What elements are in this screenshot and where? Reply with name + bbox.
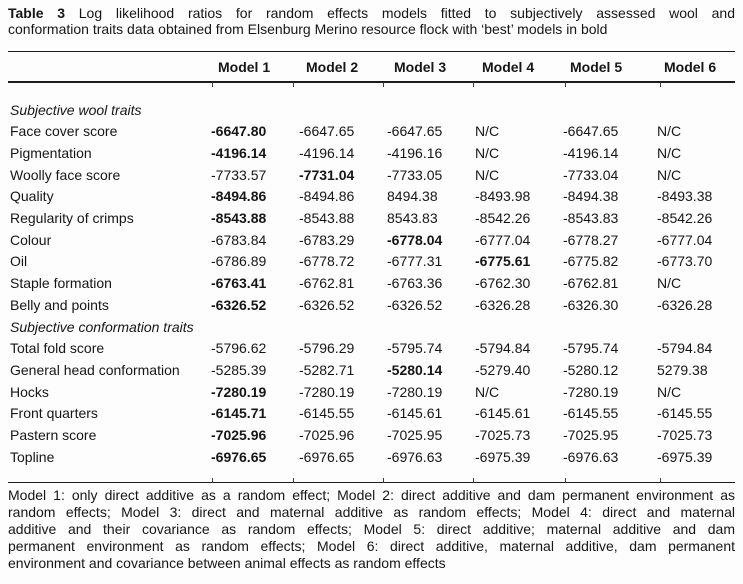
column-divider-tick [212,478,213,483]
value-cell: -6145.55 [299,405,355,422]
value-cell: -6775.61 [475,253,531,270]
table-row [8,447,735,469]
trait-label: Belly and points [10,296,109,313]
table-row [8,403,735,425]
footnote-line: random effects; Model 3: direct and maternal additive as random effects; Model 4: direct and maternal [8,504,735,521]
trait-label: Woolly face score [10,166,121,183]
trait-label: Oil [10,253,28,270]
col-header-model-5: Model 5 [561,52,655,82]
value-cell: 8543.83 [387,210,438,227]
column-divider-tick [660,82,661,87]
value-cell: N/C [475,383,500,400]
value-cell: -8542.26 [657,210,713,227]
col-header-model-2: Model 2 [297,52,385,82]
column-divider-tick [473,82,474,87]
value-cell: N/C [657,166,682,183]
value-cell: -5794.84 [475,340,531,357]
value-cell: -7025.95 [563,427,619,444]
value-cell: -6647.65 [387,123,443,140]
value-cell: -7025.96 [211,427,267,444]
col-header-trait [8,52,209,82]
table-row [8,273,735,295]
value-cell: -5794.84 [657,340,713,357]
value-cell: -5280.12 [563,361,619,378]
value-cell: -6762.30 [475,275,531,292]
trait-label: Topline [10,448,55,465]
column-divider-tick [212,82,213,87]
table-row [8,360,735,382]
trait-label: Colour [10,231,52,248]
value-cell: -7280.19 [211,383,267,400]
value-cell: -6762.81 [563,275,619,292]
value-cell: -7280.19 [563,383,619,400]
value-cell: -6777.04 [475,231,531,248]
value-cell: -8494.38 [563,188,619,205]
results-table [8,51,735,468]
trait-label: Regularity of crimps [10,210,134,227]
value-cell: -6778.04 [387,231,443,248]
column-divider-tick [383,478,384,483]
value-cell: -7733.04 [563,166,619,183]
col-header-model-3: Model 3 [385,52,473,82]
value-cell: -6783.29 [299,231,355,248]
value-cell: -4196.14 [211,144,267,161]
value-cell: -5795.74 [387,340,443,357]
value-cell: -5280.14 [387,361,443,378]
column-divider-tick [473,478,474,483]
value-cell: -6778.27 [563,231,619,248]
trait-label: General head conformation [10,361,180,378]
trait-label: Staple formation [10,275,112,292]
table-row [8,251,735,273]
value-cell: -5796.29 [299,340,355,357]
value-cell: -6145.71 [211,405,267,422]
value-cell: N/C [475,144,500,161]
value-cell: -6975.39 [475,448,531,465]
value-cell: N/C [657,383,682,400]
column-divider-tick [565,478,566,483]
value-cell: -6763.41 [211,275,267,292]
value-cell: -4196.14 [299,144,355,161]
value-cell: N/C [475,123,500,140]
footnote-line: Model 1: only direct additive as a random effect; Model 2: direct additive and dam permanent environment as [8,487,735,504]
caption-text-line1: Log likelihood ratios for random effects models fitted to subjectively assessed wool and [65,5,736,21]
value-cell: -6786.89 [211,253,267,270]
value-cell: -7025.73 [657,427,713,444]
value-cell: -6326.30 [563,296,619,313]
value-cell: -6976.65 [211,448,267,465]
value-cell: -5279.40 [475,361,531,378]
col-header-model-4: Model 4 [473,52,561,82]
table-body [8,82,735,469]
value-cell: -6783.84 [211,231,267,248]
trait-label: Hocks [10,383,49,400]
value-cell: -8493.98 [475,188,531,205]
value-cell: -6762.81 [299,275,355,292]
value-cell: -6778.72 [299,253,355,270]
value-cell: -4196.14 [563,144,619,161]
table-row [8,165,735,187]
value-cell: -6145.61 [475,405,531,422]
value-cell: -7025.95 [387,427,443,444]
value-cell: -6145.55 [657,405,713,422]
table-row [8,121,735,143]
header-row [8,52,735,82]
footnote-rule [8,482,735,483]
footnote-line: additive and their covariance as random effects; Model 5: direct additive; maternal additive and dam [8,521,735,538]
col-header-model-6: Model 6 [655,52,735,82]
column-divider-tick [293,82,294,87]
value-cell: -7733.05 [387,166,443,183]
value-cell: -5795.74 [563,340,619,357]
value-cell: -6647.65 [563,123,619,140]
column-divider-tick [293,478,294,483]
value-cell: -6773.70 [657,253,713,270]
value-cell: -6647.65 [299,123,355,140]
value-cell: -5796.62 [211,340,267,357]
value-cell: -7025.73 [475,427,531,444]
column-divider-tick [660,478,661,483]
section-label: Subjective conformation traits [10,318,194,335]
value-cell: -7025.96 [299,427,355,444]
trait-label: Total fold score [10,340,105,357]
value-cell: -6326.52 [299,296,355,313]
trait-label: Quality [10,188,54,205]
trait-label: Front quarters [10,405,98,422]
value-cell: -6326.52 [387,296,443,313]
value-cell: -8543.88 [211,210,267,227]
table-caption [8,5,735,37]
trait-label: Face cover score [10,123,118,140]
section-row [8,82,735,122]
caption-line2: conformation traits data obtained from Elsenburg Merino resource flock with ‘best’ models in bold [8,21,608,37]
value-cell: -7731.04 [299,166,355,183]
trait-label: Pigmentation [10,144,92,161]
value-cell: -6326.28 [475,296,531,313]
table-row [8,230,735,252]
table-row [8,208,735,230]
table-row [8,382,735,404]
value-cell: -6145.61 [387,405,443,422]
caption-line1 [8,5,735,21]
value-cell: -6975.39 [657,448,713,465]
value-cell: -7280.19 [387,383,443,400]
value-cell: 5279.38 [657,361,708,378]
value-cell: -6777.31 [387,253,443,270]
value-cell: -6976.63 [563,448,619,465]
value-cell: N/C [657,144,682,161]
table-row [8,143,735,165]
value-cell: -4196.16 [387,144,443,161]
value-cell: N/C [475,166,500,183]
value-cell: N/C [657,123,682,140]
value-cell: -6775.82 [563,253,619,270]
value-cell: -8494.86 [211,188,267,205]
value-cell: -6976.65 [299,448,355,465]
value-cell: -6326.28 [657,296,713,313]
value-cell: -6763.36 [387,275,443,292]
table-number: Table 3 [8,5,66,21]
section-row [8,317,735,339]
value-cell: -8543.83 [563,210,619,227]
table-row [8,425,735,447]
value-cell: 8494.38 [387,188,438,205]
trait-label: Pastern score [10,427,97,444]
footnote-line: permanent environment as random effects; Model 6: direct additive, maternal additive, dam permanent [8,537,735,554]
table-row [8,295,735,317]
value-cell: -6326.52 [211,296,267,313]
value-cell: -6777.04 [657,231,713,248]
value-cell: -6647.80 [211,123,267,140]
value-cell: -8542.26 [475,210,531,227]
value-cell: -7733.57 [211,166,267,183]
value-cell: -6976.63 [387,448,443,465]
value-cell: -8543.88 [299,210,355,227]
table-footnote [8,487,735,571]
value-cell: -6145.55 [563,405,619,422]
value-cell: -8494.86 [299,188,355,205]
column-divider-tick [383,82,384,87]
table-row [8,338,735,360]
value-cell: -7280.19 [299,383,355,400]
column-divider-tick [565,82,566,87]
table-row [8,186,735,208]
value-cell: -8493.38 [657,188,713,205]
value-cell: N/C [657,275,682,292]
section-label: Subjective wool traits [10,101,142,118]
col-header-model-1: Model 1 [209,52,297,82]
footnote-line: environment and covariance between animal effects as random effects [8,554,446,571]
value-cell: -5282.71 [299,361,355,378]
value-cell: -5285.39 [211,361,267,378]
